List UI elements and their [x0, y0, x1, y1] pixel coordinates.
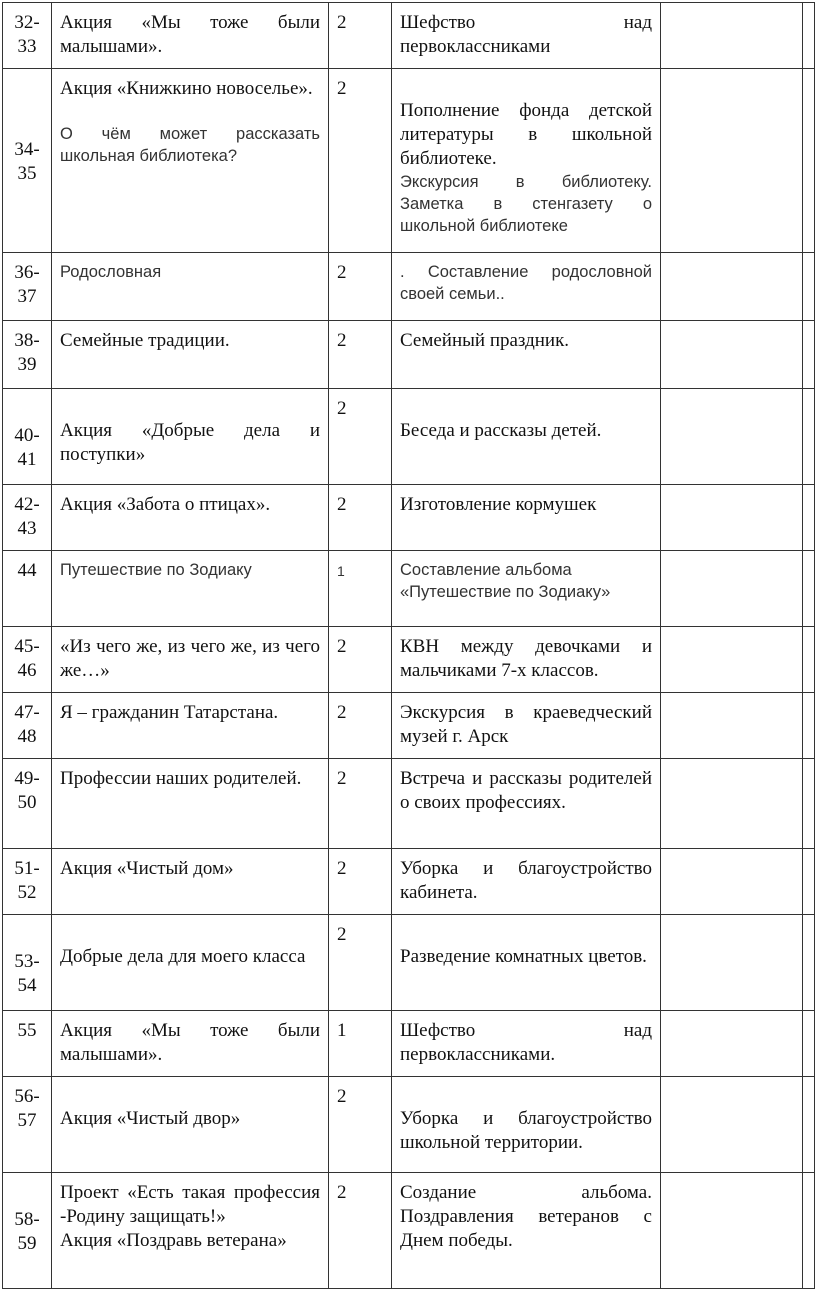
row-number: 42-43: [3, 485, 52, 551]
activity-cell: Шефство над первоклассниками.: [392, 1011, 661, 1077]
table-row: [3, 627, 815, 693]
row-number: 40-41: [3, 389, 52, 485]
activity-cell: Создание альбома. Поздравления ветеранов с Днем победы.: [392, 1173, 661, 1289]
table-row: [3, 1173, 815, 1289]
topic-cell: Профессии наших родителей.: [52, 759, 329, 849]
table-row: [3, 915, 815, 1011]
plan-table: [2, 2, 815, 1289]
empty-cell: [803, 627, 815, 693]
empty-cell: [661, 693, 803, 759]
row-number: 45-46: [3, 627, 52, 693]
row-number: 58-59: [3, 1173, 52, 1289]
empty-cell: [661, 627, 803, 693]
activity-cell: [392, 1077, 661, 1173]
row-number: 34-35: [3, 69, 52, 253]
row-number: 53-54: [3, 915, 52, 1011]
topic-cell: Акция «Забота о птицах».: [52, 485, 329, 551]
activity-text: Разведение комнатных цветов.: [400, 946, 647, 967]
topic-cell: Акция «Чистый дом»: [52, 849, 329, 915]
hours-cell: 2: [329, 321, 392, 389]
activity-cell: Семейный праздник.: [392, 321, 661, 389]
activity-cell: Уборка и благоустройство кабинета.: [392, 849, 661, 915]
activity-cell: Экскурсия в краеведческий музей г. Арск: [392, 693, 661, 759]
empty-cell: [803, 759, 815, 849]
topic-cell: [52, 915, 329, 1011]
hours-cell: 2: [329, 1077, 392, 1173]
topic-subtext: Акция «Поздравь ветерана»: [60, 1230, 287, 1251]
row-number: 44: [3, 551, 52, 627]
row-number: 32-33: [3, 3, 52, 69]
topic-cell: Родословная: [52, 253, 329, 321]
empty-cell: [803, 849, 815, 915]
table-row: [3, 389, 815, 485]
empty-cell: [803, 1011, 815, 1077]
hours-cell: 2: [329, 389, 392, 485]
empty-cell: [661, 389, 803, 485]
hours-cell: 2: [329, 915, 392, 1011]
empty-cell: [661, 915, 803, 1011]
topic-text: Проект «Есть такая профессия -Родину защищать!»: [60, 1182, 320, 1227]
topic-cell: Акция «Мы тоже были малышами».: [52, 3, 329, 69]
empty-cell: [803, 485, 815, 551]
empty-cell: [661, 1011, 803, 1077]
hours-cell: 1: [329, 1011, 392, 1077]
empty-cell: [661, 759, 803, 849]
table-row: [3, 321, 815, 389]
empty-cell: [803, 915, 815, 1011]
hours-cell: 2: [329, 253, 392, 321]
empty-cell: [661, 69, 803, 253]
table-row: [3, 551, 815, 627]
activity-cell: Составление альбома «Путешествие по Зодиаку»: [392, 551, 661, 627]
empty-cell: [803, 3, 815, 69]
topic-cell: «Из чего же, из чего же, из чего же…»: [52, 627, 329, 693]
empty-cell: [661, 3, 803, 69]
empty-cell: [661, 321, 803, 389]
topic-cell: [52, 1173, 329, 1289]
topic-cell: Акция «Мы тоже были малышами».: [52, 1011, 329, 1077]
hours-cell: 2: [329, 485, 392, 551]
table-row: [3, 1011, 815, 1077]
topic-text: Добрые дела для моего класса: [60, 946, 306, 967]
hours-cell: 2: [329, 1173, 392, 1289]
topic-text: Акция «Добрые дела и поступки»: [60, 420, 320, 465]
topic-cell: Путешествие по Зодиаку: [52, 551, 329, 627]
hours-cell: 2: [329, 3, 392, 69]
row-number: 55: [3, 1011, 52, 1077]
topic-cell: [52, 1077, 329, 1173]
activity-cell: Изготовление кормушек: [392, 485, 661, 551]
empty-cell: [803, 1077, 815, 1173]
empty-cell: [661, 1077, 803, 1173]
table-row: [3, 3, 815, 69]
table-row: [3, 253, 815, 321]
topic-text: Акция «Чистый двор»: [60, 1108, 241, 1129]
row-number: 36-37: [3, 253, 52, 321]
empty-cell: [661, 849, 803, 915]
row-number: 38-39: [3, 321, 52, 389]
hours-cell: 1: [329, 551, 392, 627]
activity-text: Уборка и благоустройство школьной территории.: [400, 1108, 652, 1153]
topic-text: Акция «Книжкино новоселье».: [60, 78, 313, 99]
empty-cell: [803, 321, 815, 389]
empty-cell: [803, 253, 815, 321]
topic-subtext: О чём может рассказать школьная библиотека?: [60, 125, 320, 165]
empty-cell: [661, 1173, 803, 1289]
row-number: 51-52: [3, 849, 52, 915]
empty-cell: [803, 551, 815, 627]
row-number: 49-50: [3, 759, 52, 849]
table-row: [3, 849, 815, 915]
empty-cell: [803, 1173, 815, 1289]
hours-cell: 2: [329, 627, 392, 693]
hours-cell: 2: [329, 759, 392, 849]
activity-cell: [392, 69, 661, 253]
empty-cell: [803, 69, 815, 253]
topic-cell: [52, 69, 329, 253]
row-number: 47-48: [3, 693, 52, 759]
empty-cell: [803, 693, 815, 759]
table-row: [3, 759, 815, 849]
activity-cell: . Составление родословной своей семьи..: [392, 253, 661, 321]
table-row: [3, 693, 815, 759]
activity-cell: Встреча и рассказы родителей о своих профессиях.: [392, 759, 661, 849]
activity-cell: КВН между девочками и мальчиками 7-х классов.: [392, 627, 661, 693]
topic-cell: [52, 389, 329, 485]
hours-cell: 2: [329, 693, 392, 759]
empty-cell: [661, 551, 803, 627]
activity-cell: [392, 389, 661, 485]
topic-cell: Семейные традиции.: [52, 321, 329, 389]
hours-cell: 2: [329, 69, 392, 253]
row-number: 56-57: [3, 1077, 52, 1173]
empty-cell: [803, 389, 815, 485]
activity-cell: Шефство над первоклассниками: [392, 3, 661, 69]
activity-text: Беседа и рассказы детей.: [400, 420, 602, 441]
empty-cell: [661, 253, 803, 321]
table-row: [3, 485, 815, 551]
activity-text: Пополнение фонда детской литературы в школьной библиотеке.: [400, 100, 652, 169]
hours-cell: 2: [329, 849, 392, 915]
activity-cell: [392, 915, 661, 1011]
topic-cell: Я – гражданин Татарстана.: [52, 693, 329, 759]
activity-subtext: Экскурсия в библиотеку. Заметка в стенгазету о школьной библиотеке: [400, 173, 652, 235]
table-row: [3, 69, 815, 253]
empty-cell: [661, 485, 803, 551]
table-row: [3, 1077, 815, 1173]
